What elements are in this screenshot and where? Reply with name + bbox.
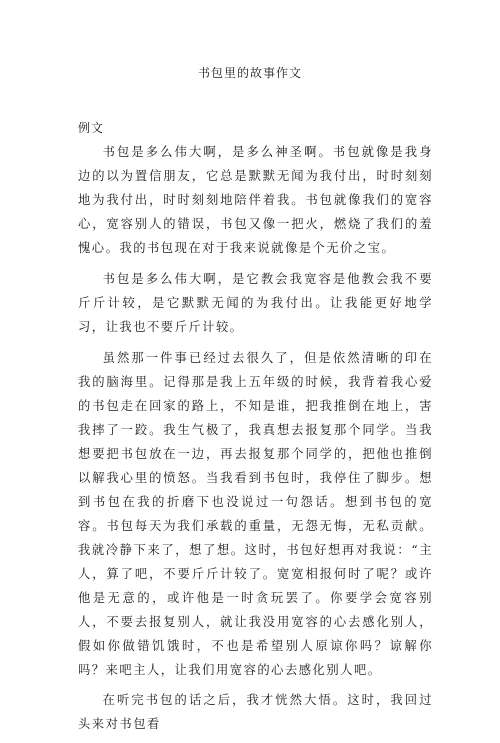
paragraph: 在听完书包的话之后，我才恍然大悟。这时，我回过头来对书包看 xyxy=(78,693,433,731)
paragraph: 书包是多么伟大啊，是多么神圣啊。书包就像是我身边的以为置信朋友，它总是默默无闻为我付出，时时刻刻地为我付出，时时刻刻地陪伴着我。书包就像我们的宽容心，宽容别人的错误，书包又像一把火，燃烧了我们的羞愧心。我的书包现在对于我来说就像是个无价之宝。 xyxy=(78,145,433,255)
paragraph: 虽然那一件事已经过去很久了，但是依然清晰的印在我的脑海里。记得那是我上五年级的时候，我背着我心爱的书包走在回家的路上，不知是谁，把我推倒在地上，害我摔了一跤。我生气极了，我真想去报复那个同学。当我想要把书包放在一边，再去报复那个同学的，把他也推倒以解我心里的愤怒。当我看到书包时，我停住了脚步。想到书包在我的折磨下也没说过一句怨话。想到书包的宽容。书包每天为我们承载的重量，无怨无悔，无私贡献。我就冷静下来了，想了想。这时，书包好想再对我说：“主人，算了吧，不要斤斤计较了。宽宽相报何时了呢？或许他是无意的，或许他是一时贪玩罢了。你要学会宽容别人，不要去报复别人，就让我没用宽容的心去感化别人，假如你做错饥饿时，不也是希望别人原谅你吗？谅解你吗？来吧主人，让我们用宽容的心去感化别人吧。 xyxy=(78,351,433,677)
section-label: 例文 xyxy=(78,121,105,135)
paragraph: 书包是多么伟大啊，是它教会我宽容是他教会我不要斤斤计较，是它默默无闻的为我付出。让我能更好地学习，让我也不要斤斤计较。 xyxy=(78,272,433,334)
document-title: 书包里的故事作文 xyxy=(197,66,302,80)
essay-body xyxy=(78,140,433,743)
